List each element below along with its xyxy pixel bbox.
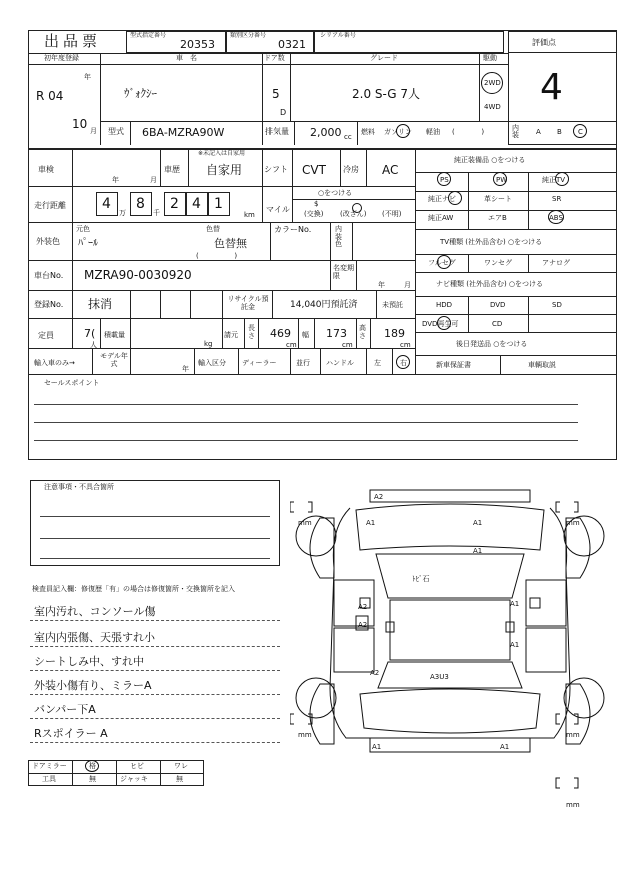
color-no-label: カラーNo. xyxy=(274,225,312,234)
mileage-digit-3-value: 2 xyxy=(170,196,179,212)
hibi-label: ヒビ xyxy=(130,762,144,770)
cooler-value: AC xyxy=(382,163,399,177)
shaken-label: 車検 xyxy=(38,165,54,174)
note-line-5: バンパー下A xyxy=(34,703,96,716)
capacity-unit: 人 xyxy=(90,341,97,349)
cc-unit: cc xyxy=(344,133,352,141)
equip-ps-circle xyxy=(437,172,451,186)
dmg-right-rear: A1 xyxy=(510,641,520,649)
navi-dvd-play: DVD再生可 xyxy=(422,320,459,328)
model-value: 6BA-MZRA90W xyxy=(142,126,225,139)
width-value: 173 xyxy=(326,327,347,340)
meigi-label: 名変期限 xyxy=(333,264,354,281)
door-mirror-label: ドアミラー xyxy=(32,762,67,770)
fuel-label: 燃料 xyxy=(361,128,375,136)
reg-no-label: 登録No. xyxy=(34,300,64,309)
grade-value: 2.0 S-G 7人 xyxy=(352,87,421,101)
note-line-4: 外装小傷有り、ミラーA xyxy=(34,679,152,692)
color-change: 色替無 xyxy=(214,237,247,250)
equip-ps: PS xyxy=(440,176,449,184)
dmg-front-a1-side: A1 xyxy=(473,547,483,555)
shift-value: CVT xyxy=(302,163,326,177)
left-rear-door-shape xyxy=(334,628,374,672)
length-value: 469 xyxy=(270,327,291,340)
recycle-label: リサイクル預託金 xyxy=(227,295,269,312)
doors-label: ドア数 xyxy=(264,54,285,62)
tv-fullseg-circle xyxy=(437,255,451,269)
handle-right-circle xyxy=(396,355,410,369)
later-label: 後日発送品 ○をつける xyxy=(456,340,528,348)
import-label: 輸入車のみ→ xyxy=(34,359,75,367)
color-value: ﾊﾟｰﾙ xyxy=(78,238,98,249)
bracket-spare xyxy=(556,778,578,788)
model-label: 型式 xyxy=(108,127,124,136)
displacement-label: 排気量 xyxy=(265,127,289,136)
equip-sr: SR xyxy=(552,195,562,203)
jack-label: ジャッキ xyxy=(120,775,148,783)
mileage-label: 走行距離 xyxy=(34,201,66,210)
moto-iro-label: 元色 xyxy=(76,225,90,233)
man-unit: 万 xyxy=(119,209,126,217)
tools-value: 無 xyxy=(89,775,96,783)
dmg-left-door-front: A2 xyxy=(358,603,368,611)
front-right-fender-shape xyxy=(566,518,590,578)
equip-tv-circle xyxy=(555,172,569,186)
hyoka-value: 4 xyxy=(540,67,563,108)
note-line-6: Rスポイラー A xyxy=(34,727,108,740)
note-line-1: 室内汚れ、コンソール傷 xyxy=(34,605,156,618)
tools-label: 工具 xyxy=(42,775,56,783)
doors-value: 5 xyxy=(272,87,280,101)
meigi-month: 月 xyxy=(404,281,411,289)
interior-b: B xyxy=(557,128,562,136)
drive-4wd: 4WD xyxy=(484,103,501,111)
width-cm: cm xyxy=(342,341,353,349)
caution-box xyxy=(30,480,280,566)
navi-cd: CD xyxy=(492,320,503,328)
equip-airbag: エアB xyxy=(488,214,507,222)
drive-label: 駆動 xyxy=(483,54,497,62)
door-type: D xyxy=(280,108,287,117)
naisou-iro-label: 内装色 xyxy=(335,225,342,249)
shareki-value: 自家用 xyxy=(206,163,243,177)
height-cm: cm xyxy=(400,341,411,349)
fuel-gas-circle xyxy=(396,124,410,138)
color-label: 外装色 xyxy=(36,237,60,246)
car-name-label: 車 名 xyxy=(176,54,197,62)
mile-koukan: (交換) xyxy=(304,210,324,218)
bracket-rl xyxy=(290,714,312,724)
dmg-rear-center: A3U3 xyxy=(430,673,449,681)
hyoka-label: 評価点 xyxy=(532,38,556,47)
note-line-3: シートしみ中、すれ中 xyxy=(34,655,144,668)
tv-label: TV種類 (社外品含む) ○をつける xyxy=(440,238,543,246)
equip-aw: 純正AW xyxy=(428,214,454,222)
height-value: 189 xyxy=(384,327,405,340)
dmg-rear-bumper-right: A1 xyxy=(500,743,510,751)
later-warranty: 新車保証書 xyxy=(436,361,471,369)
irogae-label: 色替 xyxy=(206,225,220,233)
navi-dvd-play-circle xyxy=(437,316,451,330)
mm-rl: mm xyxy=(298,731,312,739)
tv-oneseg: ワンセグ xyxy=(484,259,512,267)
serial-label: シリアル番号 xyxy=(320,32,356,39)
year-unit: 年 xyxy=(84,73,91,81)
dmg-front-right: A1 xyxy=(473,519,483,527)
jack-value: 無 xyxy=(176,775,183,783)
front-bumper-shape xyxy=(370,490,530,502)
reg-month: 10 xyxy=(72,117,88,131)
drive-2wd-circle xyxy=(481,72,503,94)
ruibetsu-label: 類別区分番号 xyxy=(230,32,267,39)
fuel-gas: ガソリン xyxy=(384,128,412,136)
windshield-shape xyxy=(376,554,524,598)
sen-unit: 千 xyxy=(153,209,160,217)
equip-tv: 純正TV xyxy=(542,176,566,184)
equip-navi-circle xyxy=(448,191,462,205)
mile-dollar: $ xyxy=(314,200,319,208)
fuel-diesel: 軽油 xyxy=(426,128,440,136)
bracket-fl xyxy=(290,502,312,512)
handle-left: 左 xyxy=(374,359,381,367)
rear-hatch-shape xyxy=(360,689,540,733)
mi-yotaku: 未預託 xyxy=(382,301,403,309)
mileage-maru: ○をつける xyxy=(318,189,353,197)
equip-pw: PW xyxy=(496,176,508,184)
ware-label: ワレ xyxy=(174,762,188,770)
equip-abs-circle xyxy=(548,210,564,224)
form-title: 出品票 xyxy=(44,32,102,50)
inspector-note: 検査員記入欄：修復歴「有」の場合は修復箇所・交換箇所を記入 xyxy=(32,585,235,593)
reg-no-value: 抹消 xyxy=(88,297,113,311)
mile-kaizan: (改ざん) xyxy=(340,210,367,218)
length-cm: cm xyxy=(286,341,297,349)
import-class-label: 輸入区分 xyxy=(198,359,226,367)
shareki-label: 車歴 xyxy=(164,165,180,174)
height-label: 高さ xyxy=(359,324,366,340)
capacity-label: 定員 xyxy=(38,331,54,340)
junsei-label: 純正装備品 ○をつける xyxy=(454,156,526,164)
rear-glass-shape xyxy=(378,662,522,688)
chassis-value: MZRA90-0030920 xyxy=(84,268,192,282)
kata-label: 型式指定番号 xyxy=(130,32,167,39)
capacity-value: 7( xyxy=(84,327,96,340)
month-unit: 月 xyxy=(90,127,97,135)
dmg-right-door: A1 xyxy=(510,600,520,608)
dealer-option: ディーラー xyxy=(242,359,277,367)
dmg-windshield: ﾄﾋﾞ石 xyxy=(412,575,430,583)
dmg-front-left: A1 xyxy=(366,519,376,527)
navi-dvd: DVD xyxy=(490,301,506,309)
dmg-rear-bumper-left: A1 xyxy=(372,743,382,751)
car-damage-diagram xyxy=(290,488,606,808)
first-reg-label: 初年度登録 xyxy=(44,54,79,62)
model-year-suffix: 年 xyxy=(182,365,189,373)
handle-label: ハンドル xyxy=(326,359,354,367)
sales-point-label: セールスポイント xyxy=(44,379,100,387)
length-label: 長さ xyxy=(248,324,255,340)
shareki-note: ※未記入は自家用 xyxy=(198,150,246,157)
equip-navi: 純正ナビ xyxy=(428,195,456,203)
seiyaku-label: 請元 xyxy=(224,331,238,339)
roof-shape xyxy=(390,600,510,660)
shaken-year: 年 xyxy=(112,176,119,184)
shift-label: シフト xyxy=(264,165,288,174)
load-label: 積載量 xyxy=(104,331,125,339)
dmg-left-door-rear: A2 xyxy=(358,621,368,629)
displacement-value: 2,000 xyxy=(310,126,342,139)
interior-c: C xyxy=(578,128,583,136)
tv-fullseg: フルセグ xyxy=(428,259,456,267)
tv-analog: アナログ xyxy=(542,259,570,267)
fuel-paren: ( ) xyxy=(452,128,485,136)
front-left-fender-shape xyxy=(310,518,334,578)
interior-c-circle xyxy=(573,124,587,138)
interior-label: 内装 xyxy=(512,124,519,139)
cooler-label: 冷房 xyxy=(343,165,359,174)
later-manual: 車輌取説 xyxy=(528,361,556,369)
navi-label: ナビ種類 (社外品含む) ○をつける xyxy=(436,280,544,288)
dmg-front-bumper: A2 xyxy=(374,493,384,501)
mile-label: マイル xyxy=(266,205,290,214)
mileage-digit-2-value: 8 xyxy=(136,196,145,212)
right-mirror-shape xyxy=(530,598,540,608)
equip-leather: 革シート xyxy=(484,195,512,203)
mm-fl: mm xyxy=(298,519,312,527)
mileage-digit-4-value: 4 xyxy=(192,196,201,212)
model-year-label: モデル年式 xyxy=(100,352,128,369)
load-unit: kg xyxy=(204,340,213,348)
kata-value: 20353 xyxy=(180,38,215,51)
width-label: 幅 xyxy=(302,331,309,339)
navi-sd: SD xyxy=(552,301,562,309)
caution-label: 注意事項・不具合箇所 xyxy=(44,483,114,491)
grade-label: グレード xyxy=(370,54,398,62)
door-mirror-value: 格 xyxy=(89,762,96,770)
color-paren: ( ) xyxy=(196,252,238,260)
ruibetsu-value: 0321 xyxy=(278,38,306,51)
bracket-fr xyxy=(556,502,578,512)
mile-dollar-circle xyxy=(352,203,362,213)
navi-hdd: HDD xyxy=(436,301,453,309)
chassis-label: 車台No. xyxy=(34,271,64,280)
shaken-month: 月 xyxy=(150,176,157,184)
mileage-digit-5-value: 1 xyxy=(214,196,223,212)
drive-2wd: 2WD xyxy=(484,79,501,87)
interior-a: A xyxy=(536,128,541,136)
right-rear-door-shape xyxy=(526,628,566,672)
equip-abs: ABS xyxy=(549,214,563,222)
car-name: ｳﾞｫｸｼｰ xyxy=(124,87,157,100)
mm-fr: mm xyxy=(566,519,580,527)
meigi-year: 年 xyxy=(378,281,385,289)
right-front-door-shape xyxy=(526,580,566,626)
mm-spare: mm xyxy=(566,801,580,809)
parallel-option: 並行 xyxy=(296,359,310,367)
door-mirror-circle xyxy=(85,760,99,772)
mileage-digit-1-value: 4 xyxy=(102,196,111,212)
mm-rr: mm xyxy=(566,731,580,739)
handle-right: 右 xyxy=(400,359,407,367)
mile-fumei: (不明) xyxy=(382,210,402,218)
km-unit: km xyxy=(244,211,255,219)
era-year: R 04 xyxy=(36,89,64,103)
recycle-value: 14,040円預託済 xyxy=(290,300,358,310)
dmg-left-quarter: A2 xyxy=(370,669,380,677)
note-line-2: 室内内張傷、天張すれ小 xyxy=(34,631,155,644)
hood-shape xyxy=(356,504,544,550)
equip-pw-circle xyxy=(493,172,507,186)
